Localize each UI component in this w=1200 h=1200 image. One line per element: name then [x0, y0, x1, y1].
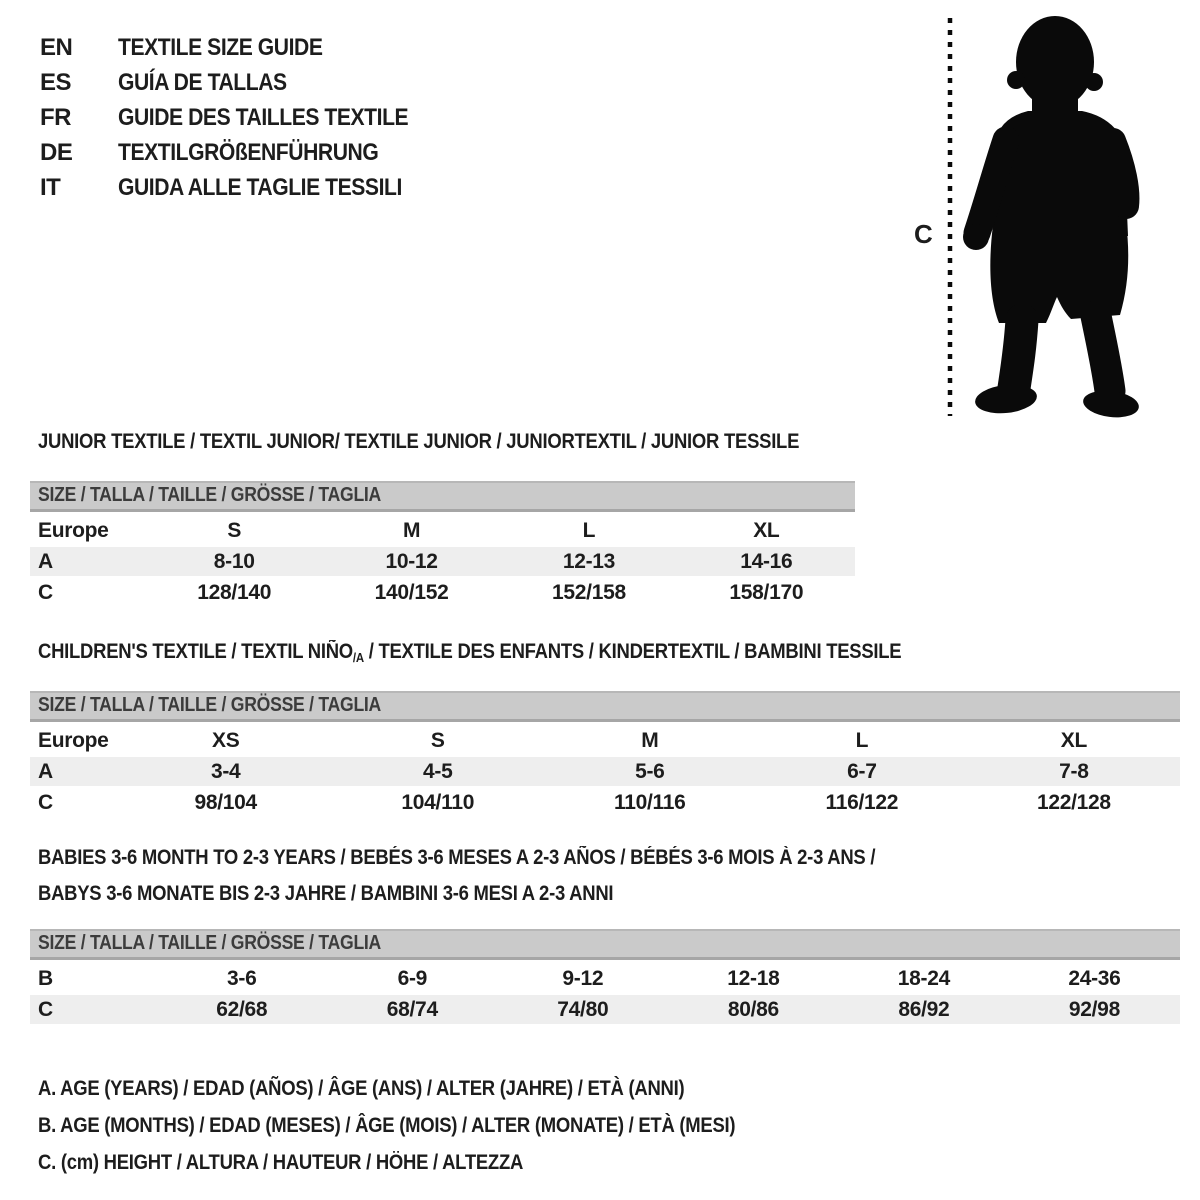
size-cell: XS	[212, 729, 240, 752]
toddler-silhouette-icon	[963, 16, 1140, 420]
size-cell: M	[402, 519, 421, 542]
size-cell: 74/80	[557, 998, 609, 1021]
table-row-age	[30, 547, 855, 576]
size-cell: 5-6	[635, 760, 665, 783]
size-cell: 6-7	[847, 760, 877, 783]
language-code: EN	[40, 34, 73, 61]
size-cell: 18-24	[897, 967, 950, 990]
size-cell: XL	[1060, 729, 1088, 752]
size-cell: 8-10	[213, 550, 255, 573]
size-cell: 6-9	[397, 967, 428, 990]
footnote-text: B. AGE (MONTHS) / EDAD (MESES) / ÂGE (MOIS) / ALTER (MONATE) / ETÀ (MESI)	[38, 1114, 736, 1137]
guide-title: TEXTILE SIZE GUIDE	[118, 34, 323, 61]
row-label: A	[38, 550, 53, 573]
section-title-children	[38, 640, 1019, 665]
size-cell: 92/98	[1068, 998, 1120, 1021]
size-cell: 12-18	[727, 967, 780, 990]
table-row-europe	[30, 516, 855, 545]
table-row-height	[30, 995, 1180, 1024]
section-title-babies-line1	[38, 846, 989, 870]
row-label: C	[38, 998, 53, 1021]
size-cell: L	[855, 729, 869, 752]
size-cell: 3-6	[227, 967, 257, 990]
row-label: C	[38, 791, 53, 814]
footnote-text: C. (cm) HEIGHT / ALTURA / HAUTEUR / HÖHE / ALTEZZA	[38, 1151, 524, 1174]
size-cell: 158/170	[729, 581, 804, 604]
table-row-age-months	[30, 964, 1180, 993]
table-row-age	[30, 757, 1180, 786]
size-cell: 140/152	[374, 581, 449, 604]
list-item	[40, 170, 448, 205]
size-cell: 110/116	[614, 791, 686, 814]
size-cell: 62/68	[216, 998, 268, 1021]
size-cell: S	[227, 519, 242, 542]
list-item	[40, 135, 448, 170]
language-title-list	[40, 30, 448, 205]
size-cell: M	[641, 729, 659, 752]
section-title-text: BABYS 3-6 MONATE BIS 2-3 JAHRE / BAMBINI 3-6 MESI A 2-3 ANNI	[38, 882, 614, 905]
row-label: Europe	[38, 729, 109, 752]
section-title-text: BABIES 3-6 MONTH TO 2-3 YEARS / BEBÉS 3-6 MESES A 2-3 AÑOS / BÉBÉS 3-6 MOIS À 2-3 ANS /	[38, 846, 876, 869]
footnote-height-cm	[38, 1144, 830, 1181]
section-title-text	[38, 640, 901, 665]
language-code: DE	[40, 139, 73, 166]
guide-title: GUÍA DE TALLAS	[118, 69, 287, 96]
language-code: FR	[40, 104, 71, 131]
footnote-text: A. AGE (YEARS) / EDAD (AÑOS) / ÂGE (ANS) / ALTER (JAHRE) / ETÀ (ANNI)	[38, 1077, 685, 1100]
section-title-junior	[38, 430, 903, 454]
table-row-height	[30, 578, 855, 607]
size-header-text: SIZE / TALLA / TAILLE / GRÖSSE / TAGLIA	[38, 932, 382, 954]
size-cell: 68/74	[386, 998, 438, 1021]
footnote-age-years	[38, 1070, 830, 1107]
size-cell: 80/86	[727, 998, 779, 1021]
guide-title: GUIDA ALLE TAGLIE TESSILI	[118, 174, 402, 201]
title-suffix: / TEXTILE DES ENFANTS / KINDERTEXTIL / BAMBINI TESSILE	[363, 640, 902, 663]
size-header-text: SIZE / TALLA / TAILLE / GRÖSSE / TAGLIA	[38, 694, 382, 716]
height-measure-label: C	[914, 219, 933, 249]
size-cell: 7-8	[1059, 760, 1089, 783]
junior-size-table	[30, 481, 855, 609]
size-cell: 98/104	[194, 791, 257, 814]
size-cell: 4-5	[423, 760, 453, 783]
guide-title: GUIDE DES TAILLES TEXTILE	[118, 104, 409, 131]
size-cell: 3-4	[210, 760, 241, 783]
title-subscript: /A	[352, 650, 364, 665]
row-label: C	[38, 581, 53, 604]
row-label: B	[38, 967, 53, 990]
title-prefix: CHILDREN'S TEXTILE / TEXTIL NIÑO	[38, 640, 353, 663]
table-row-height	[30, 788, 1180, 817]
guide-title: TEXTILGRÖßENFÜHRUNG	[118, 139, 379, 166]
size-header-text: SIZE / TALLA / TAILLE / GRÖSSE / TAGLIA	[38, 484, 382, 506]
size-cell: L	[582, 519, 596, 542]
children-size-table	[30, 691, 1180, 819]
height-measure-figure	[900, 0, 1160, 440]
list-item	[40, 65, 448, 100]
language-code: ES	[40, 69, 72, 96]
size-cell: 86/92	[898, 998, 950, 1021]
size-cell: 152/158	[552, 581, 626, 604]
size-header-bar	[30, 691, 1180, 722]
size-cell: 104/110	[401, 791, 475, 814]
list-item	[40, 30, 448, 65]
row-label: Europe	[38, 519, 109, 542]
section-title-text: JUNIOR TEXTILE / TEXTIL JUNIOR/ TEXTILE JUNIOR / JUNIORTEXTIL / JUNIOR TESSILE	[38, 430, 800, 453]
size-header-bar	[30, 929, 1180, 960]
row-label: A	[38, 760, 53, 783]
legend-footnotes	[38, 1070, 830, 1181]
table-row-europe	[30, 726, 1180, 755]
list-item	[40, 100, 448, 135]
size-cell: 12-13	[562, 550, 616, 573]
size-cell: 116/122	[825, 791, 899, 814]
section-title-babies-line2	[38, 882, 692, 906]
size-cell: XL	[753, 519, 780, 542]
size-cell: 10-12	[385, 550, 438, 573]
size-cell: 128/140	[197, 581, 272, 604]
size-cell: S	[430, 729, 445, 752]
babies-size-table	[30, 929, 1180, 1026]
size-cell: 9-12	[562, 967, 604, 990]
size-cell: 14-16	[740, 550, 793, 573]
size-cell: 24-36	[1068, 967, 1121, 990]
size-cell: 122/128	[1036, 791, 1111, 814]
size-header-bar	[30, 481, 855, 512]
language-code: IT	[40, 174, 61, 201]
footnote-age-months	[38, 1107, 830, 1144]
